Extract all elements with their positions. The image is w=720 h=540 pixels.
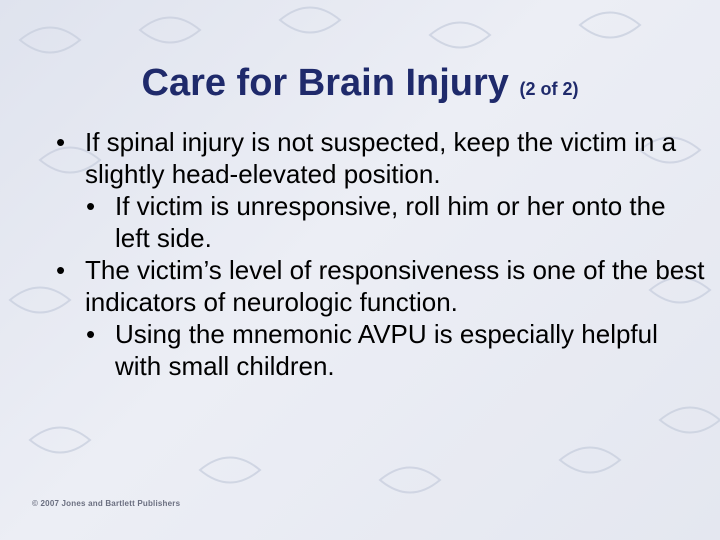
bullet-dot-icon: • <box>56 255 66 285</box>
bullet-text: If victim is unresponsive, roll him or her onto the left side. <box>115 191 666 253</box>
bullet-list <box>56 126 706 382</box>
title-text: Care for Brain Injury <box>141 62 509 104</box>
bullet-item <box>56 126 706 190</box>
bullet-dot-icon: • <box>56 127 66 157</box>
bullet-dot-icon: • <box>86 319 96 349</box>
bullet-text: Using the mnemonic AVPU is especially helpful with small children. <box>115 319 658 381</box>
bullet-dot-icon: • <box>86 191 96 221</box>
bullet-text: If spinal injury is not suspected, keep the victim in a slightly head-elevated position. <box>85 127 677 189</box>
copyright-footer: © 2007 Jones and Bartlett Publishers <box>32 499 181 508</box>
bullet-text: The victim’s level of responsiveness is one of the best indicators of neurologic function. <box>85 255 705 317</box>
sub-bullet-item <box>56 190 706 254</box>
slide-title <box>0 58 720 114</box>
bullet-item <box>56 254 706 318</box>
sub-bullet-item <box>56 318 706 382</box>
title-suffix: (2 of 2) <box>519 79 579 99</box>
